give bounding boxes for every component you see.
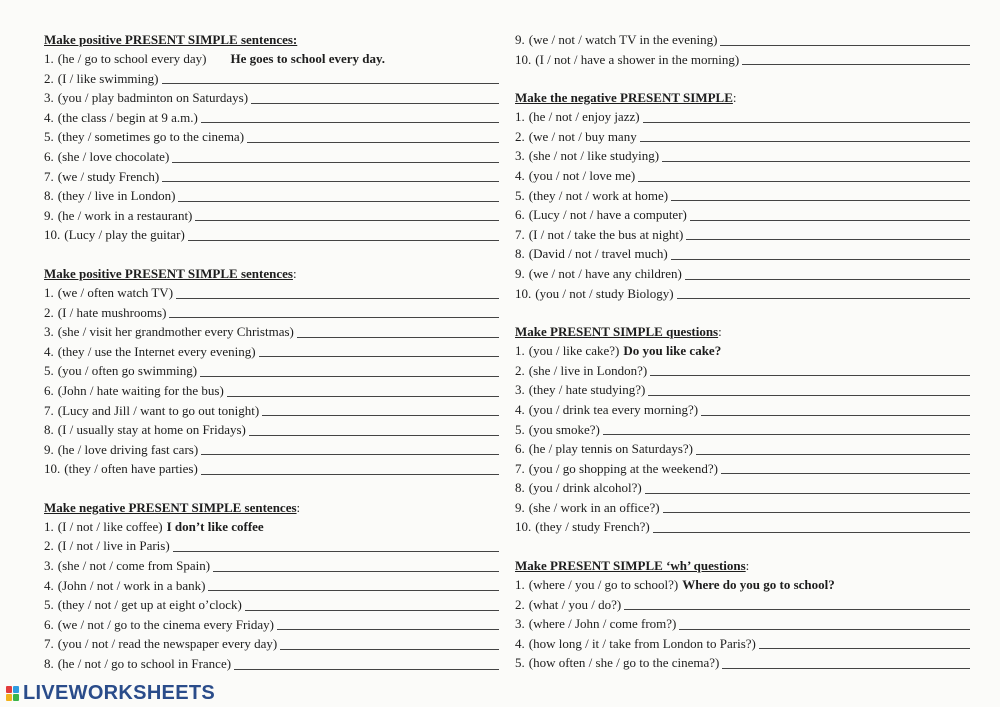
item-prompt: (they / often have parties) bbox=[64, 461, 198, 477]
section-heading: Make positive PRESENT SIMPLE sentences: bbox=[44, 32, 298, 47]
exercise-line bbox=[515, 127, 970, 147]
item-prompt: (he / love driving fast cars) bbox=[57, 441, 199, 457]
exercise-line bbox=[44, 459, 499, 479]
example-answer: I don’t like coffee bbox=[166, 518, 264, 534]
item-prompt: (they / not / work at home) bbox=[528, 187, 669, 203]
item-number: 3. bbox=[515, 148, 525, 164]
item-prompt: (how often / she / go to the cinema?) bbox=[528, 655, 720, 671]
item-number: 5. bbox=[44, 129, 54, 145]
item-number: 6. bbox=[44, 148, 54, 164]
left-column bbox=[44, 30, 499, 674]
item-number: 9. bbox=[515, 265, 525, 281]
section-heading: Make the negative PRESENT SIMPLE: bbox=[515, 90, 737, 106]
exercise-line bbox=[515, 186, 970, 206]
item-prompt: (I / not / take the bus at night) bbox=[528, 226, 684, 242]
exercise-line bbox=[515, 380, 970, 400]
exercise-line bbox=[44, 634, 499, 654]
item-number: 10. bbox=[44, 227, 61, 243]
answer-blank[interactable] bbox=[640, 141, 970, 142]
section-positive-2 bbox=[44, 264, 499, 479]
item-prompt: (we / not / go to the cinema every Friday) bbox=[57, 616, 274, 632]
example-answer: Where do you go to school? bbox=[682, 577, 835, 593]
section-heading: Make PRESENT SIMPLE questions: bbox=[515, 324, 722, 340]
answer-blank[interactable] bbox=[200, 376, 499, 377]
item-number: 5. bbox=[515, 655, 525, 671]
exercise-line bbox=[515, 459, 970, 479]
exercise-line bbox=[44, 127, 499, 147]
exercise-line bbox=[44, 401, 499, 421]
item-number: 1. bbox=[515, 109, 525, 125]
item-number: 9. bbox=[515, 499, 525, 515]
item-prompt: (you / not / read the newspaper every day) bbox=[57, 636, 278, 652]
item-number: 4. bbox=[515, 167, 525, 183]
item-number: 3. bbox=[515, 616, 525, 632]
item-number: 9. bbox=[44, 207, 54, 223]
item-number: 7. bbox=[44, 402, 54, 418]
answer-blank[interactable] bbox=[671, 259, 970, 260]
item-prompt: (she / not / come from Spain) bbox=[57, 558, 211, 574]
answer-blank[interactable] bbox=[277, 629, 499, 630]
item-number: 10. bbox=[44, 461, 61, 477]
exercise-line bbox=[44, 69, 499, 89]
item-number: 4. bbox=[44, 577, 54, 593]
item-number: 3. bbox=[44, 90, 54, 106]
answer-blank[interactable] bbox=[663, 512, 970, 513]
section-negative bbox=[44, 498, 499, 674]
answer-blank[interactable] bbox=[213, 571, 499, 572]
answer-blank[interactable] bbox=[648, 395, 970, 396]
exercise-line bbox=[515, 107, 970, 127]
answer-blank[interactable] bbox=[176, 298, 499, 299]
item-number: 9. bbox=[515, 32, 525, 47]
item-prompt: (we / often watch TV) bbox=[57, 284, 174, 300]
item-prompt: (David / not / travel much) bbox=[528, 246, 668, 262]
item-number: 5. bbox=[515, 421, 525, 437]
logo-text: LIVEWORKSHEETS bbox=[23, 682, 215, 704]
item-number: 10. bbox=[515, 51, 532, 67]
answer-blank[interactable] bbox=[169, 317, 499, 318]
item-number: 4. bbox=[44, 109, 54, 125]
exercise-line bbox=[515, 361, 970, 381]
section-positive-1 bbox=[44, 30, 499, 245]
answer-blank[interactable] bbox=[742, 64, 970, 65]
exercise-line bbox=[515, 244, 970, 264]
answer-blank[interactable] bbox=[251, 103, 499, 104]
answer-blank[interactable] bbox=[162, 181, 499, 182]
answer-blank[interactable] bbox=[685, 279, 970, 280]
exercise-line bbox=[44, 108, 499, 128]
exercise-line bbox=[44, 361, 499, 381]
item-prompt: (I / hate mushrooms) bbox=[57, 304, 167, 320]
item-number: 8. bbox=[44, 188, 54, 204]
exercise-line bbox=[44, 576, 499, 596]
item-prompt: (I / not / live in Paris) bbox=[57, 538, 170, 554]
item-prompt: (you / often go swimming) bbox=[57, 363, 198, 379]
answer-blank[interactable] bbox=[247, 142, 499, 143]
item-number: 5. bbox=[44, 363, 54, 379]
item-number: 5. bbox=[44, 597, 54, 613]
answer-blank[interactable] bbox=[653, 532, 970, 533]
item-prompt: (I / not / have a shower in the morning) bbox=[535, 51, 740, 67]
answer-blank[interactable] bbox=[262, 415, 499, 416]
item-prompt: (you / not / study Biology) bbox=[535, 285, 674, 301]
item-prompt: (John / hate waiting for the bus) bbox=[57, 382, 224, 398]
answer-blank[interactable] bbox=[686, 239, 970, 240]
item-number: 1. bbox=[44, 51, 54, 66]
item-prompt: (he / play tennis on Saturdays?) bbox=[528, 441, 694, 457]
logo-icon bbox=[6, 686, 20, 702]
item-number: 8. bbox=[44, 422, 54, 438]
exercise-line bbox=[44, 322, 499, 342]
right-column bbox=[515, 30, 970, 673]
item-prompt: (they / live in London) bbox=[57, 188, 176, 204]
answer-blank[interactable] bbox=[188, 240, 499, 241]
answer-blank[interactable] bbox=[701, 415, 970, 416]
answer-blank[interactable] bbox=[638, 181, 970, 182]
answer-blank[interactable] bbox=[162, 83, 500, 84]
exercise-line bbox=[44, 381, 499, 401]
item-number: 3. bbox=[44, 324, 54, 340]
item-prompt: (they / not / get up at eight o’clock) bbox=[57, 597, 242, 613]
item-number: 2. bbox=[515, 362, 525, 378]
exercise-line bbox=[44, 225, 499, 245]
answer-blank[interactable] bbox=[720, 45, 970, 46]
item-prompt: (how long / it / take from London to Paris?) bbox=[528, 635, 756, 651]
item-number: 6. bbox=[515, 207, 525, 223]
item-number: 6. bbox=[44, 616, 54, 632]
item-prompt: (what / you / do?) bbox=[528, 596, 622, 612]
answer-blank[interactable] bbox=[201, 474, 499, 475]
exercise-line bbox=[515, 439, 970, 459]
exercise-line bbox=[515, 146, 970, 166]
exercise-line bbox=[515, 517, 970, 537]
answer-blank[interactable] bbox=[677, 298, 970, 299]
exercise-line bbox=[515, 478, 970, 498]
item-prompt: (you / go shopping at the weekend?) bbox=[528, 460, 718, 476]
answer-blank[interactable] bbox=[662, 161, 970, 162]
item-prompt: (he / work in a restaurant) bbox=[57, 207, 193, 223]
exercise-line bbox=[515, 595, 970, 615]
answer-blank[interactable] bbox=[227, 396, 499, 397]
answer-blank[interactable] bbox=[245, 610, 499, 611]
exercise-line bbox=[44, 206, 499, 226]
item-number: 2. bbox=[44, 304, 54, 320]
item-prompt: (John / not / work in a bank) bbox=[57, 577, 206, 593]
item-number: 2. bbox=[44, 70, 54, 86]
item-prompt: (she / not / like studying) bbox=[528, 148, 660, 164]
exercise-line bbox=[44, 88, 499, 108]
item-prompt: (he / go to school every day) bbox=[57, 51, 207, 66]
answer-blank[interactable] bbox=[201, 122, 499, 123]
item-prompt: (Lucy and Jill / want to go out tonight) bbox=[57, 402, 260, 418]
exercise-line bbox=[515, 400, 970, 420]
item-prompt: (you / play badminton on Saturdays) bbox=[57, 90, 249, 106]
section-heading: Make positive PRESENT SIMPLE sentences: bbox=[44, 265, 297, 281]
section-wh-questions bbox=[515, 556, 970, 673]
item-number: 1. bbox=[515, 343, 525, 359]
exercise-line bbox=[515, 614, 970, 634]
answer-blank[interactable] bbox=[645, 493, 970, 494]
item-number: 3. bbox=[44, 558, 54, 574]
answer-blank[interactable] bbox=[690, 220, 970, 221]
exercise-line bbox=[44, 342, 499, 362]
item-prompt: (you / drink tea every morning?) bbox=[528, 401, 699, 417]
item-prompt: (we / not / have any children) bbox=[528, 265, 682, 281]
item-number: 8. bbox=[515, 480, 525, 496]
exercise-line bbox=[44, 303, 499, 323]
item-number: 3. bbox=[515, 382, 525, 398]
exercise-line bbox=[515, 284, 970, 304]
item-number: 10. bbox=[515, 519, 532, 535]
answer-blank[interactable] bbox=[650, 375, 970, 376]
item-number: 8. bbox=[515, 246, 525, 262]
exercise-line bbox=[44, 654, 499, 674]
item-prompt: (he / not / enjoy jazz) bbox=[528, 109, 640, 125]
answer-blank[interactable] bbox=[173, 551, 499, 552]
item-prompt: (where / John / come from?) bbox=[528, 616, 677, 632]
example-answer: Do you like cake? bbox=[623, 343, 722, 359]
item-prompt: (she / love chocolate) bbox=[57, 148, 170, 164]
exercise-line bbox=[515, 575, 970, 595]
exercise-line bbox=[44, 536, 499, 556]
answer-blank[interactable] bbox=[195, 220, 499, 221]
answer-blank[interactable] bbox=[259, 356, 499, 357]
answer-blank[interactable] bbox=[603, 434, 970, 435]
item-prompt: (where / you / go to school?) bbox=[528, 577, 679, 593]
item-number: 7. bbox=[44, 168, 54, 184]
answer-blank[interactable] bbox=[208, 590, 499, 591]
item-prompt: (she / live in London?) bbox=[528, 362, 648, 378]
item-number: 5. bbox=[515, 187, 525, 203]
answer-blank[interactable] bbox=[297, 337, 499, 338]
item-prompt: (you / not / love me) bbox=[528, 167, 636, 183]
answer-blank[interactable] bbox=[722, 668, 970, 669]
item-number: 1. bbox=[44, 518, 54, 534]
item-prompt: (you smoke?) bbox=[528, 421, 600, 437]
item-prompt: (you / like cake?) bbox=[528, 343, 620, 359]
exercise-line bbox=[515, 166, 970, 186]
item-prompt: (you / drink alcohol?) bbox=[528, 480, 642, 496]
item-number: 4. bbox=[515, 635, 525, 651]
item-number: 7. bbox=[515, 460, 525, 476]
exercise-line bbox=[515, 30, 970, 50]
exercise-line bbox=[515, 341, 970, 361]
item-prompt: (he / not / go to school in France) bbox=[57, 656, 232, 672]
item-number: 9. bbox=[44, 441, 54, 457]
item-number: 10. bbox=[515, 285, 532, 301]
exercise-line bbox=[44, 517, 499, 537]
item-number: 4. bbox=[515, 401, 525, 417]
answer-blank[interactable] bbox=[643, 122, 970, 123]
item-prompt: (the class / begin at 9 a.m.) bbox=[57, 109, 198, 125]
answer-blank[interactable] bbox=[234, 669, 499, 670]
item-number: 2. bbox=[515, 128, 525, 144]
answer-blank[interactable] bbox=[696, 454, 970, 455]
answer-blank[interactable] bbox=[249, 435, 499, 436]
exercise-line bbox=[515, 264, 970, 284]
item-number: 1. bbox=[44, 284, 54, 300]
item-number: 1. bbox=[515, 577, 525, 593]
section-negative-2 bbox=[515, 88, 970, 303]
item-prompt: (they / hate studying?) bbox=[528, 382, 646, 398]
answer-blank[interactable] bbox=[679, 629, 970, 630]
item-number: 8. bbox=[44, 656, 54, 672]
item-prompt: (we / not / buy many bbox=[528, 128, 637, 144]
item-prompt: (Lucy / not / have a computer) bbox=[528, 207, 687, 223]
item-number: 7. bbox=[515, 226, 525, 242]
exercise-line bbox=[44, 595, 499, 615]
exercise-line bbox=[44, 167, 499, 187]
exercise-line bbox=[515, 420, 970, 440]
answer-blank[interactable] bbox=[759, 648, 970, 649]
example-answer: He goes to school every day. bbox=[230, 51, 386, 66]
item-number: 2. bbox=[515, 596, 525, 612]
section-heading: Make PRESENT SIMPLE ‘wh’ questions: bbox=[515, 558, 750, 574]
exercise-line bbox=[44, 49, 499, 69]
liveworksheets-logo bbox=[6, 682, 215, 705]
exercise-line bbox=[515, 498, 970, 518]
exercise-line bbox=[515, 50, 970, 70]
section-heading: Make negative PRESENT SIMPLE sentences: bbox=[44, 499, 301, 515]
exercise-line bbox=[515, 205, 970, 225]
item-prompt: (they / study French?) bbox=[535, 519, 650, 535]
item-number: 4. bbox=[44, 343, 54, 359]
exercise-line bbox=[515, 653, 970, 673]
exercise-line bbox=[44, 420, 499, 440]
item-number: 7. bbox=[44, 636, 54, 652]
answer-blank[interactable] bbox=[201, 454, 499, 455]
exercise-line bbox=[44, 283, 499, 303]
item-prompt: (I / usually stay at home on Fridays) bbox=[57, 422, 246, 438]
exercise-line bbox=[515, 634, 970, 654]
section-questions bbox=[515, 322, 970, 537]
answer-blank[interactable] bbox=[721, 473, 970, 474]
answer-blank[interactable] bbox=[178, 201, 499, 202]
item-prompt: (she / work in an office?) bbox=[528, 499, 660, 515]
exercise-line bbox=[44, 556, 499, 576]
answer-blank[interactable] bbox=[172, 162, 499, 163]
item-prompt: (they / use the Internet every evening) bbox=[57, 343, 256, 359]
exercise-line bbox=[44, 440, 499, 460]
item-prompt: (I / like swimming) bbox=[57, 70, 159, 86]
item-prompt: (I / not / like coffee) bbox=[57, 518, 163, 534]
answer-blank[interactable] bbox=[671, 200, 970, 201]
item-number: 6. bbox=[44, 382, 54, 398]
exercise-line bbox=[515, 225, 970, 245]
answer-blank[interactable] bbox=[624, 609, 970, 610]
exercise-line bbox=[44, 147, 499, 167]
exercise-line bbox=[44, 186, 499, 206]
item-number: 6. bbox=[515, 441, 525, 457]
item-prompt: (they / sometimes go to the cinema) bbox=[57, 129, 245, 145]
answer-blank[interactable] bbox=[280, 649, 499, 650]
item-number: 2. bbox=[44, 538, 54, 554]
item-prompt: (we / not / watch TV in the evening) bbox=[528, 32, 718, 47]
item-prompt: (Lucy / play the guitar) bbox=[64, 227, 185, 243]
item-prompt: (she / visit her grandmother every Christmas) bbox=[57, 324, 294, 340]
exercise-line bbox=[44, 615, 499, 635]
item-prompt: (we / study French) bbox=[57, 168, 160, 184]
